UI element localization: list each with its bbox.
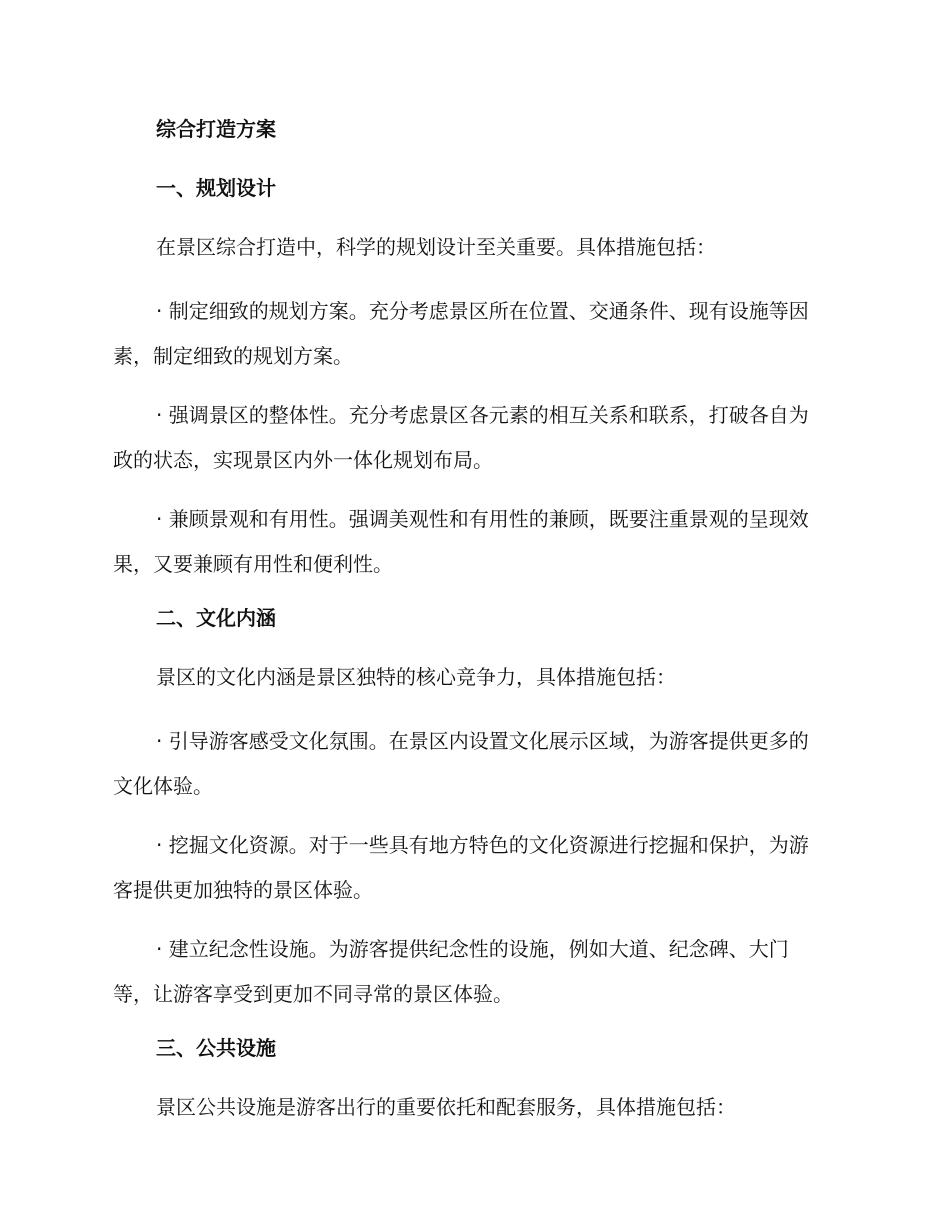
list-item: · 兼顾景观和有用性。强调美观性和有用性的兼顾，既要注重景观的呈现效果，又要兼顾有用性和便利性。	[113, 507, 809, 576]
list-item: · 制定细致的规划方案。充分考虑景区所在位置、交通条件、现有设施等因素，制定细致的规划方案。	[113, 299, 809, 368]
section-intro-public-facilities: 景区公共设施是游客出行的重要依托和配套服务，具体措施包括：	[156, 1095, 736, 1119]
document-title: 综合打造方案	[156, 117, 276, 141]
section-heading-culture: 二、文化内涵	[156, 606, 276, 630]
section-intro-planning: 在景区综合打造中，科学的规划设计至关重要。具体措施包括：	[156, 235, 716, 259]
list-item: · 强调景区的整体性。充分考虑景区各元素的相互关系和联系，打破各自为政的状态，实现景区内外一体化规划布局。	[113, 403, 809, 472]
list-item: · 建立纪念性设施。为游客提供纪念性的设施，例如大道、纪念碑、大门等，让游客享受到更加不同寻常的景区体验。	[113, 937, 789, 1006]
section-intro-culture: 景区的文化内涵是景区独特的核心竞争力，具体措施包括：	[156, 665, 676, 689]
list-item: · 挖掘文化资源。对于一些具有地方特色的文化资源进行挖掘和保护，为游客提供更加独特的景区体验。	[113, 833, 809, 902]
section-heading-public-facilities: 三、公共设施	[156, 1036, 276, 1060]
document-content	[113, 112, 823, 1124]
list-item: · 引导游客感受文化氛围。在景区内设置文化展示区域，为游客提供更多的文化体验。	[113, 729, 809, 798]
section-heading-planning: 一、规划设计	[156, 176, 276, 200]
